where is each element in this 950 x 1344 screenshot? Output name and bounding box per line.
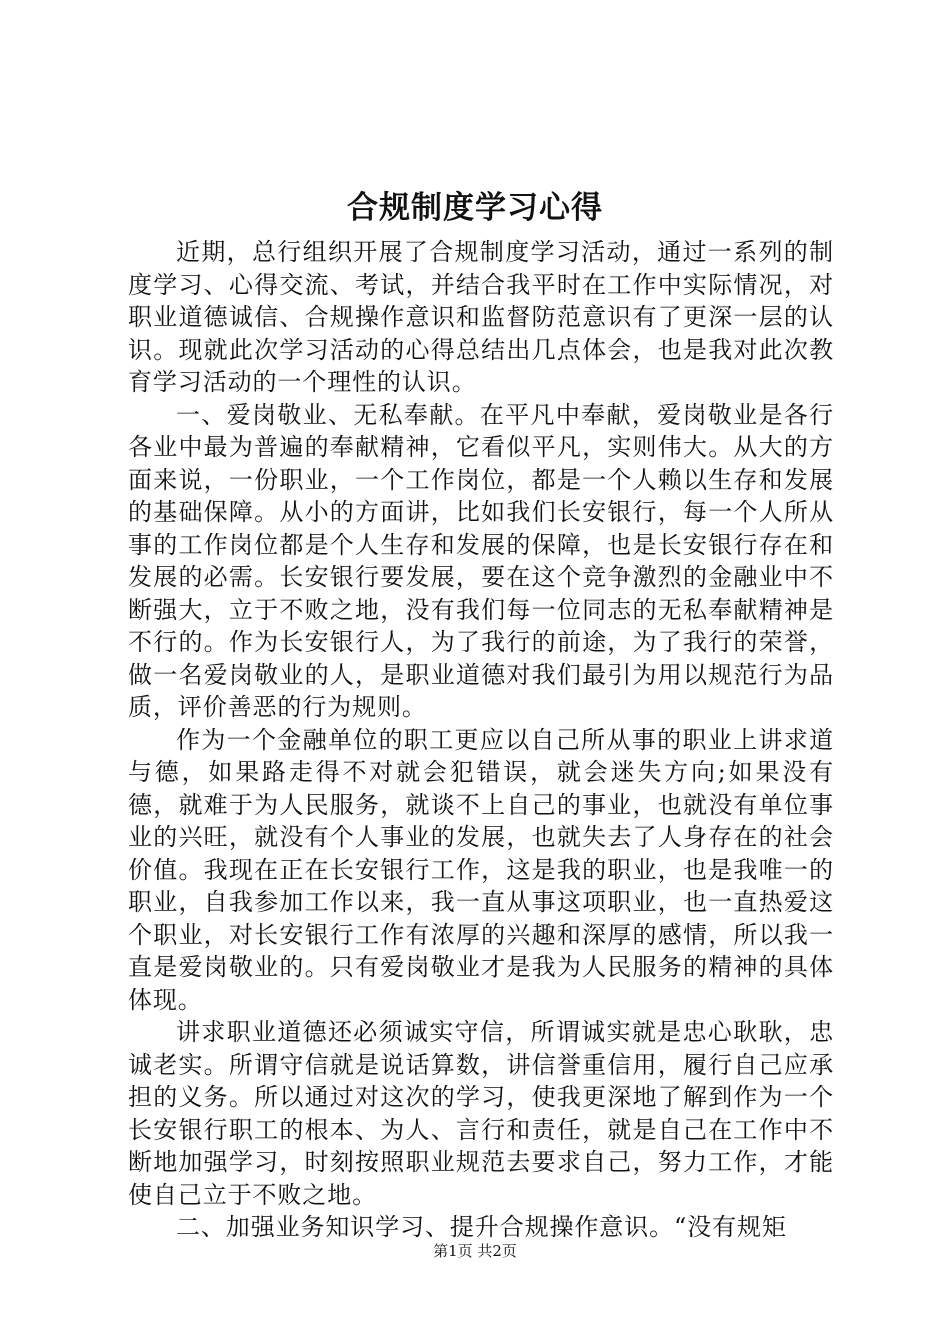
document-body [128,236,834,1244]
paragraph-section-1: 一、爱岗敬业、无私奉献。在平凡中奉献，爱岗敬业是各行各业中最为普遍的奉献精神，它看似平凡，实则伟大。从大的方面来说，一份职业，一个工作岗位，都是一个人赖以生存和发展的基础保障。从小的方面讲，比如我们长安银行，每一个人所从事的工作岗位都是个人生存和发展的保障，也是长安银行存在和发展的必需。长安银行要发展，要在这个竞争激烈的金融业中不断强大，立于不败之地，没有我们每一位同志的无私奉献精神是不行的。作为长安银行人，为了我行的前途，为了我行的荣誉，做一名爱岗敬业的人，是职业道德对我们最引为用以规范行为品质，评价善恶的行为规则。 [128,400,834,721]
paragraph-integrity: 讲求职业道德还必须诚实守信，所谓诚实就是忠心耿耿，忠诚老实。所谓守信就是说话算数，讲信誉重信用，履行自己应承担的义务。所以通过对这次的学习，使我更深地了解到作为一个长安银行职工的根本、为人、言行和责任，就是自己在工作中不断地加强学习，时刻按照职业规范去要求自己，努力工作，才能使自己立于不败之地。 [128,1018,834,1209]
page-number-footer: 第1页 共2页 [433,1242,517,1260]
paragraph-section-2: 二、加强业务知识学习、提升合规操作意识。“没有规矩 [176,1213,787,1241]
document-title: 合规制度学习心得 [347,190,603,226]
paragraph-ethics: 作为一个金融单位的职工更应以自己所从事的职业上讲求道与德，如果路走得不对就会犯错误，就会迷失方向;如果没有德，就难于为人民服务，就谈不上自己的事业，也就没有单位事业的兴旺，就没有个人事业的发展，也就失去了人身存在的社会价值。我现在正在长安银行工作，这是我的职业，也是我唯一的职业，自我参加工作以来，我一直从事这项职业，也一直热爱这个职业，对长安银行工作有浓厚的兴趣和深厚的感情，所以我一直是爱岗敬业的。只有爱岗敬业才是我为人民服务的精神的具体体现。 [128,725,834,1014]
paragraph-intro: 近期，总行组织开展了合规制度学习活动，通过一系列的制度学习、心得交流、考试，并结合我平时在工作中实际情况，对职业道德诚信、合规操作意识和监督防范意识有了更深一层的认识。现就此次学习活动的心得总结出几点体会，也是我对此次教育学习活动的一个理性的认识。 [128,238,834,396]
